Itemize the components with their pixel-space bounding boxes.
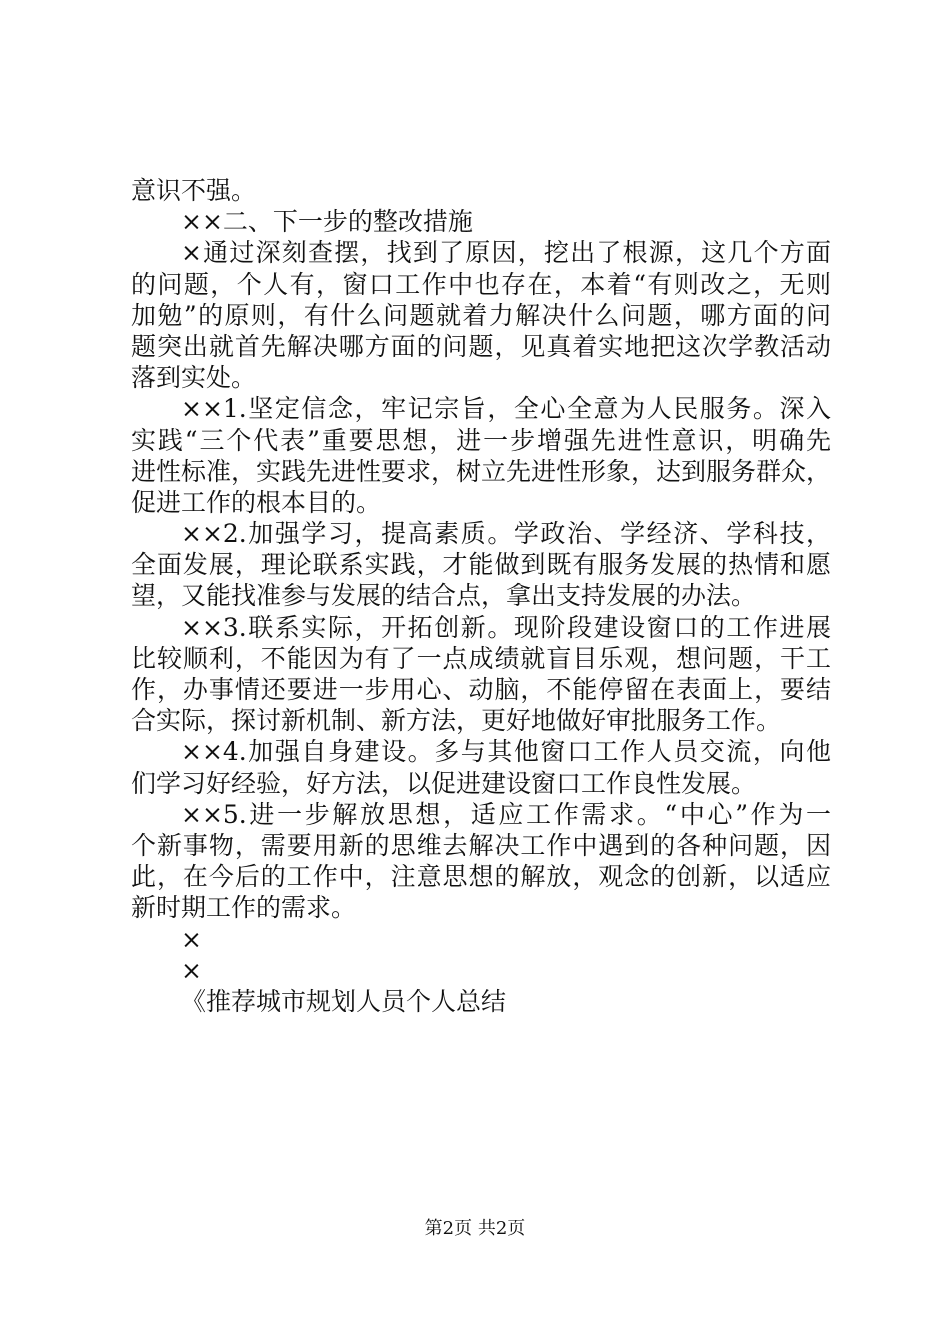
text-line: ××3.联系实际，开拓创新。现阶段建设窗口的工作进展 (181, 612, 831, 642)
page-footer: 第2页 共2页 (424, 1218, 526, 1239)
text-line: 望，又能找准参与发展的结合点，拿出支持发展的办法。 (131, 581, 757, 611)
text-line: 《推荐城市规划人员个人总结 (181, 986, 507, 1016)
text-line: ××5.进一步解放思想，适应工作需求。“中心”作为一 (181, 799, 831, 829)
text-line: 落到实处。 (131, 363, 257, 393)
text-line: 加勉”的原则，有什么问题就着力解决什么问题，哪方面的问 (131, 300, 831, 330)
text-line: 促进工作的根本目的。 (131, 487, 382, 517)
text-line: ××4.加强自身建设。多与其他窗口工作人员交流，向他 (181, 737, 831, 767)
text-line: 的问题，个人有，窗口工作中也存在，本着“有则改之，无则 (131, 269, 831, 299)
text-line: 作，办事情还要进一步用心、动脑，不能停留在表面上，要结 (131, 675, 831, 704)
text-line: 比较顺利，不能因为有了一点成绩就盲目乐观，想问题，干工 (131, 643, 831, 673)
text-line: 合实际，探讨新机制、新方法，更好地做好审批服务工作。 (131, 706, 782, 736)
text-line: ×通过深刻查摆，找到了原因，挖出了根源，这几个方面 (181, 238, 831, 268)
text-line: 新时期工作的需求。 (131, 893, 357, 923)
text-line: × (181, 924, 202, 954)
text-line: 进性标准，实践先进性要求，树立先进性形象，达到服务群众， (131, 456, 832, 486)
text-line: ××1.坚定信念，牢记宗旨，全心全意为人民服务。深入 (181, 394, 831, 424)
text-line: ××二、下一步的整改措施 (181, 207, 473, 237)
text-line: 题突出就首先解决哪方面的问题，见真着实地把这次学教活动 (131, 331, 831, 361)
text-line: × (181, 955, 202, 985)
text-line: 此，在今后的工作中，注意思想的解放，观念的创新，以适应 (131, 862, 831, 892)
text-line: 们学习好经验，好方法，以促进建设窗口工作良性发展。 (131, 768, 757, 798)
text-line: 个新事物，需要用新的思维去解决工作中遇到的各种问题，因 (131, 830, 831, 860)
document-body (131, 175, 831, 1017)
text-line: ××2.加强学习，提高素质。学政治、学经济、学科技， (181, 519, 831, 549)
text-line: 实践“三个代表”重要思想，进一步增强先进性意识，明确先 (131, 425, 831, 455)
text-line: 全面发展，理论联系实践，才能做到既有服务发展的热情和愿 (131, 550, 831, 580)
text-line: 意识不强。 (131, 176, 257, 205)
